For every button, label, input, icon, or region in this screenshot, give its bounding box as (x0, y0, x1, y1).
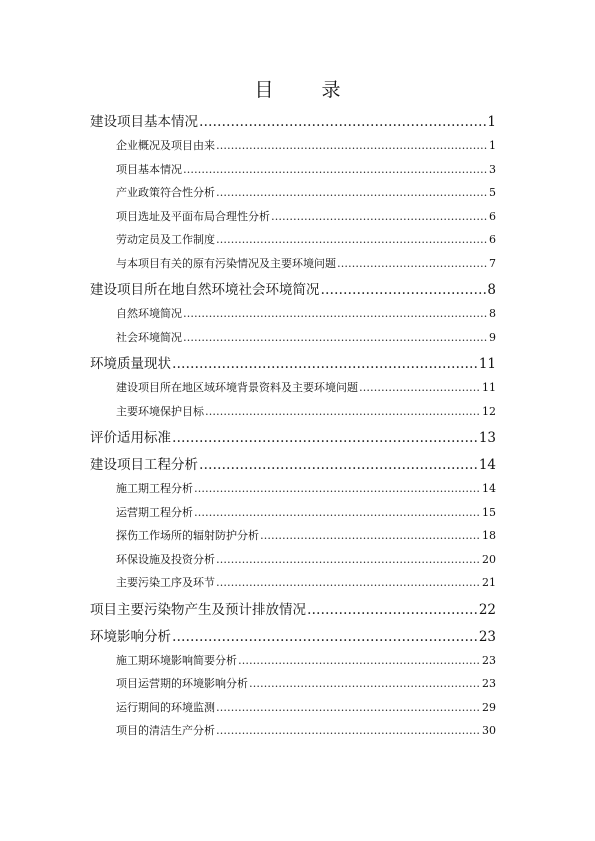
toc-entry-title: 施工期工程分析 (116, 482, 193, 495)
toc-page-number: 22 (478, 601, 496, 618)
toc-section-entry[interactable] (116, 696, 496, 720)
toc-entry-title: 项目运营期的环境影响分析 (116, 677, 248, 690)
toc-entry-title: 项目的清洁生产分析 (116, 724, 215, 737)
toc-section-entry[interactable] (116, 477, 496, 501)
toc-section-entry[interactable] (116, 376, 496, 400)
toc-chapter-entry[interactable] (90, 598, 496, 622)
toc-section-entry[interactable] (116, 302, 496, 326)
toc-entry-title: 主要环境保护目标 (116, 404, 204, 418)
toc-page-number: 29 (482, 700, 496, 714)
toc-entry-title: 产业政策符合性分析 (116, 186, 215, 199)
dot-leader (172, 352, 478, 376)
dot-leader (249, 672, 481, 696)
toc-page-number: 11 (478, 356, 496, 372)
toc-page-number: 6 (489, 233, 496, 246)
toc-page-number: 11 (482, 381, 496, 394)
dot-leader (359, 376, 481, 400)
toc-page-number: 3 (489, 162, 496, 176)
toc-entry-title: 环境影响分析 (90, 628, 171, 645)
page-title (0, 75, 595, 102)
dot-leader (183, 326, 488, 350)
toc-entry-title: 劳动定员及工作制度 (116, 233, 215, 246)
dot-leader (216, 571, 481, 595)
toc-section-entry[interactable] (116, 548, 496, 572)
dot-leader (216, 548, 481, 572)
toc-section-entry[interactable] (116, 181, 496, 205)
dot-leader (205, 400, 481, 424)
toc-page-number: 15 (482, 505, 496, 519)
toc-entry-title: 评价适用标准 (90, 430, 171, 446)
toc-entry-title: 运营期工程分析 (116, 505, 193, 519)
toc-section-entry[interactable] (116, 672, 496, 696)
toc-page-number: 23 (482, 653, 496, 667)
dot-leader (271, 205, 488, 229)
toc-section-entry[interactable] (116, 252, 496, 276)
toc-page-number: 9 (489, 330, 496, 344)
toc-page-number: 21 (482, 576, 496, 589)
toc-entry-title: 主要污染工序及环节 (116, 576, 215, 589)
dot-leader (216, 134, 488, 158)
toc-entry-title: 运行期间的环境监测 (116, 700, 215, 714)
toc-chapter-entry[interactable] (90, 453, 496, 477)
toc-section-entry[interactable] (116, 158, 496, 182)
toc-entry-title: 探伤工作场所的辐射防护分析 (116, 529, 259, 542)
dot-leader (172, 625, 478, 649)
toc-page-number: 5 (489, 186, 496, 199)
dot-leader (260, 524, 481, 548)
toc-page-number: 8 (489, 307, 496, 320)
toc-entry-title: 建设项目所在地区域环境背景资料及主要环境问题 (116, 381, 358, 394)
toc-entry-title: 项目主要污染物产生及预计排放情况 (90, 601, 306, 618)
toc-section-entry[interactable] (116, 134, 496, 158)
toc-page-number: 18 (482, 529, 496, 542)
toc-entry-title: 建设项目工程分析 (90, 457, 198, 473)
toc-entry-title: 企业概况及项目由来 (116, 139, 215, 152)
dot-leader (183, 302, 488, 326)
dot-leader (216, 719, 481, 743)
toc-entry-title: 建设项目基本情况 (90, 114, 198, 130)
dot-leader (194, 501, 481, 525)
toc-chapter-entry[interactable] (90, 352, 496, 376)
toc-entry-title: 与本项目有关的原有污染情况及主要环境问题 (116, 256, 336, 270)
dot-leader (238, 649, 481, 673)
toc-page-number: 23 (478, 628, 496, 645)
toc-page-number: 13 (478, 430, 496, 446)
dot-leader (194, 477, 481, 501)
dot-leader (216, 228, 488, 252)
toc-section-entry[interactable] (116, 524, 496, 548)
dot-leader (216, 181, 488, 205)
dot-leader (321, 278, 487, 302)
toc-chapter-entry[interactable] (90, 110, 496, 134)
toc-section-entry[interactable] (116, 719, 496, 743)
toc-section-entry[interactable] (116, 205, 496, 229)
toc-page-number: 6 (489, 209, 496, 223)
toc-page-number: 23 (482, 677, 496, 690)
toc-entry-title: 施工期环境影响简要分析 (116, 653, 237, 667)
dot-leader (337, 252, 488, 276)
toc-entry-title: 项目基本情况 (116, 162, 182, 176)
toc-page-number: 12 (482, 404, 496, 418)
toc-entry-title: 项目选址及平面布局合理性分析 (116, 209, 270, 223)
toc-page-number: 30 (482, 724, 496, 737)
toc-page-number: 14 (482, 482, 496, 495)
toc-section-entry[interactable] (116, 501, 496, 525)
dot-leader (307, 598, 478, 622)
toc-page-number: 1 (487, 114, 496, 130)
toc-section-entry[interactable] (116, 326, 496, 350)
toc-chapter-entry[interactable] (90, 426, 496, 450)
dot-leader (199, 453, 478, 477)
toc-section-entry[interactable] (116, 400, 496, 424)
toc-entry-title: 环境质量现状 (90, 356, 171, 372)
table-of-contents (90, 110, 496, 743)
toc-page-number: 20 (482, 552, 496, 566)
toc-page-number: 14 (478, 457, 496, 473)
dot-leader (183, 158, 488, 182)
toc-entry-title: 社会环境简况 (116, 330, 182, 344)
toc-page-number: 1 (489, 139, 496, 152)
toc-entry-title: 环保设施及投资分析 (116, 552, 215, 566)
toc-section-entry[interactable] (116, 228, 496, 252)
title-char-1: 目 (254, 79, 274, 101)
title-char-2: 录 (321, 79, 341, 101)
toc-page-number: 8 (487, 282, 496, 298)
toc-page-number: 7 (489, 256, 496, 270)
dot-leader (216, 696, 481, 720)
toc-section-entry[interactable] (116, 571, 496, 595)
toc-entry-title: 建设项目所在地自然环境社会环境简况 (90, 282, 320, 298)
dot-leader (199, 110, 486, 134)
toc-section-entry[interactable] (116, 649, 496, 673)
toc-chapter-entry[interactable] (90, 625, 496, 649)
dot-leader (172, 426, 478, 450)
toc-entry-title: 自然环境简况 (116, 307, 182, 320)
toc-chapter-entry[interactable] (90, 278, 496, 302)
